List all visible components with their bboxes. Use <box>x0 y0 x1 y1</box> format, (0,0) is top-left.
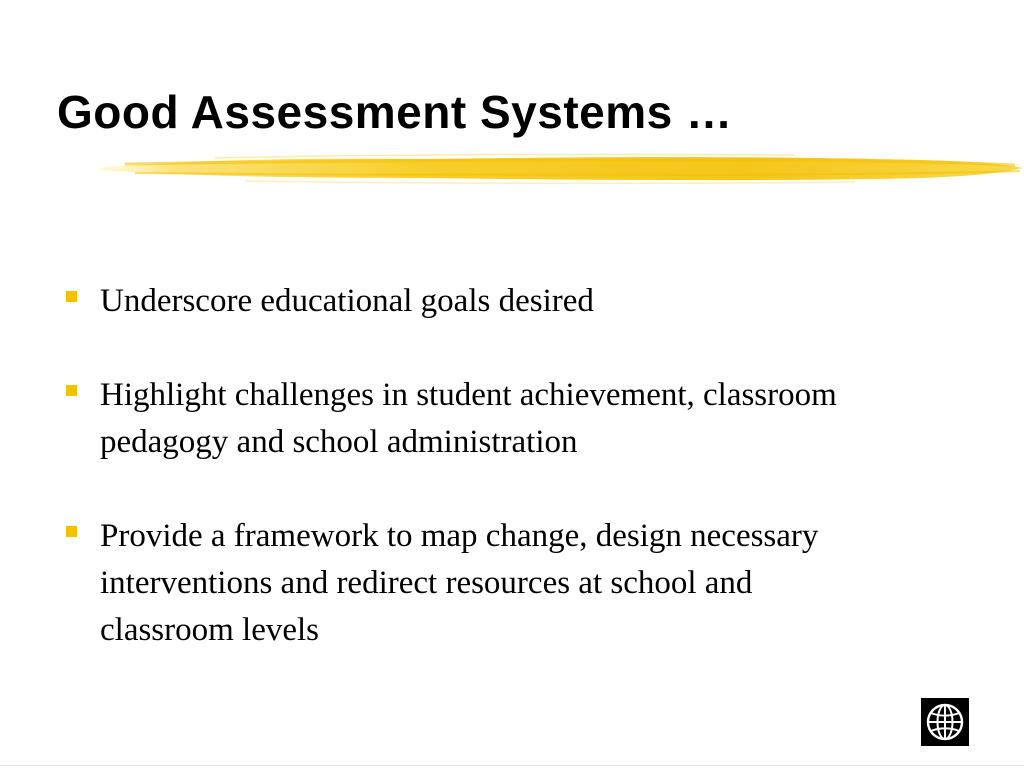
square-bullet-icon <box>66 385 77 396</box>
bullet-item <box>60 513 960 654</box>
bullet-item <box>60 372 960 466</box>
bottom-divider <box>0 765 1024 766</box>
square-bullet-icon <box>66 526 77 537</box>
bullet-list <box>60 278 960 701</box>
bullet-text: Provide a framework to map change, design necessary interventions and redirect resources at school and classroom levels <box>100 518 819 648</box>
square-bullet-icon <box>66 291 77 302</box>
globe-icon <box>921 698 969 746</box>
bullet-item <box>60 278 960 325</box>
title-underline-brushstroke <box>95 148 1024 190</box>
slide-title: Good Assessment Systems … <box>57 86 733 138</box>
bullet-text: Underscore educational goals desired <box>100 283 594 319</box>
bullet-text: Highlight challenges in student achievement, classroom pedagogy and school administration <box>100 377 837 460</box>
